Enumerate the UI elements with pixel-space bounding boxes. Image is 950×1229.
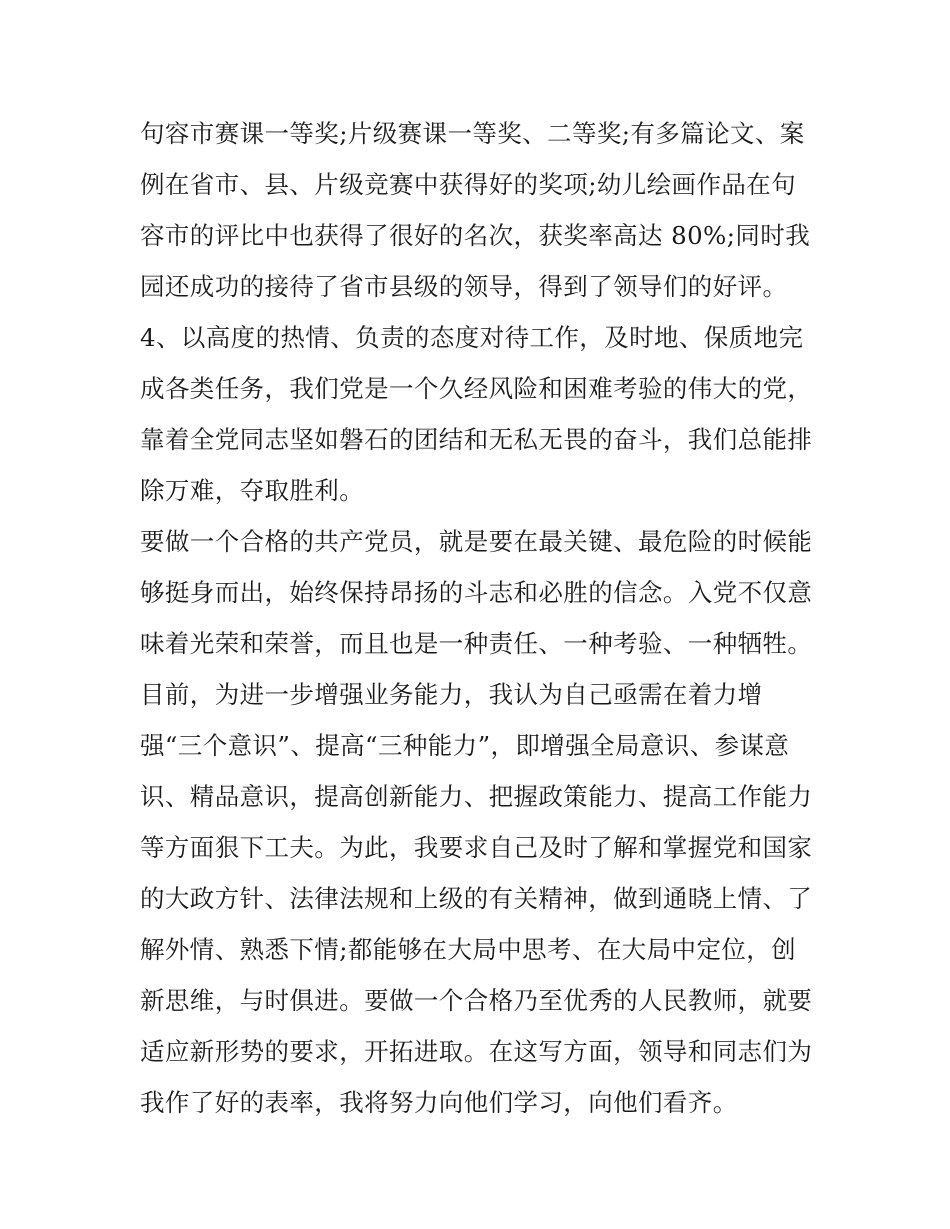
text-line: 的大政方针、法律法规和上级的有关精神，做到通晓上情、了 <box>140 884 813 913</box>
text-line: 靠着全党同志坚如磐石的团结和无私无畏的奋斗，我们总能排 <box>140 425 813 454</box>
text-line: 成各类任务，我们党是一个久经风险和困难考验的伟大的党， <box>140 374 813 403</box>
text-line: 识、精品意识，提高创新能力、把握政策能力、提高工作能力 <box>140 782 813 811</box>
text-line: 适应新形势的要求，开拓进取。在这写方面，领导和同志们为 <box>140 1037 813 1066</box>
text-line: 我作了好的表率，我将努力向他们学习，向他们看齐。 <box>140 1088 738 1117</box>
text-line: 解外情、熟悉下情;都能够在大局中思考、在大局中定位，创 <box>140 935 797 964</box>
text-line: 要做一个合格的共产党员，就是要在最关键、最危险的时候能 <box>140 527 813 556</box>
text-line: 例在省市、县、片级竞赛中获得好的奖项;幼儿绘画作品在句 <box>140 170 797 199</box>
text-line: 目前，为进一步增强业务能力，我认为自己亟需在着力增 <box>140 680 763 709</box>
text-line: 等方面狠下工夫。为此，我要求自己及时了解和掌握党和国家 <box>140 833 813 862</box>
text-line: 容市的评比中也获得了很好的名次，获奖率高达 80%;同时我 <box>140 221 811 250</box>
body-text <box>140 108 830 1128</box>
text-line: 园还成功的接待了省市县级的领导，得到了领导们的好评。 <box>140 272 788 301</box>
text-line: 味着光荣和荣誉，而且也是一种责任、一种考验、一种牺牲。 <box>140 629 813 658</box>
text-line: 够挺身而出，始终保持昂扬的斗志和必胜的信念。入党不仅意 <box>140 578 813 607</box>
text-line: 4、以高度的热情、负责的态度对待工作，及时地、保质地完 <box>140 323 804 352</box>
text-line: 除万难，夺取胜利。 <box>140 476 365 505</box>
text-line: 强“三个意识”、提高“三种能力”，即增强全局意识、参谋意 <box>140 731 790 760</box>
text-line: 句容市赛课一等奖;片级赛课一等奖、二等奖;有多篇论文、案 <box>140 119 805 148</box>
text-line: 新思维，与时俱进。要做一个合格乃至优秀的人民教师，就要 <box>140 986 813 1015</box>
